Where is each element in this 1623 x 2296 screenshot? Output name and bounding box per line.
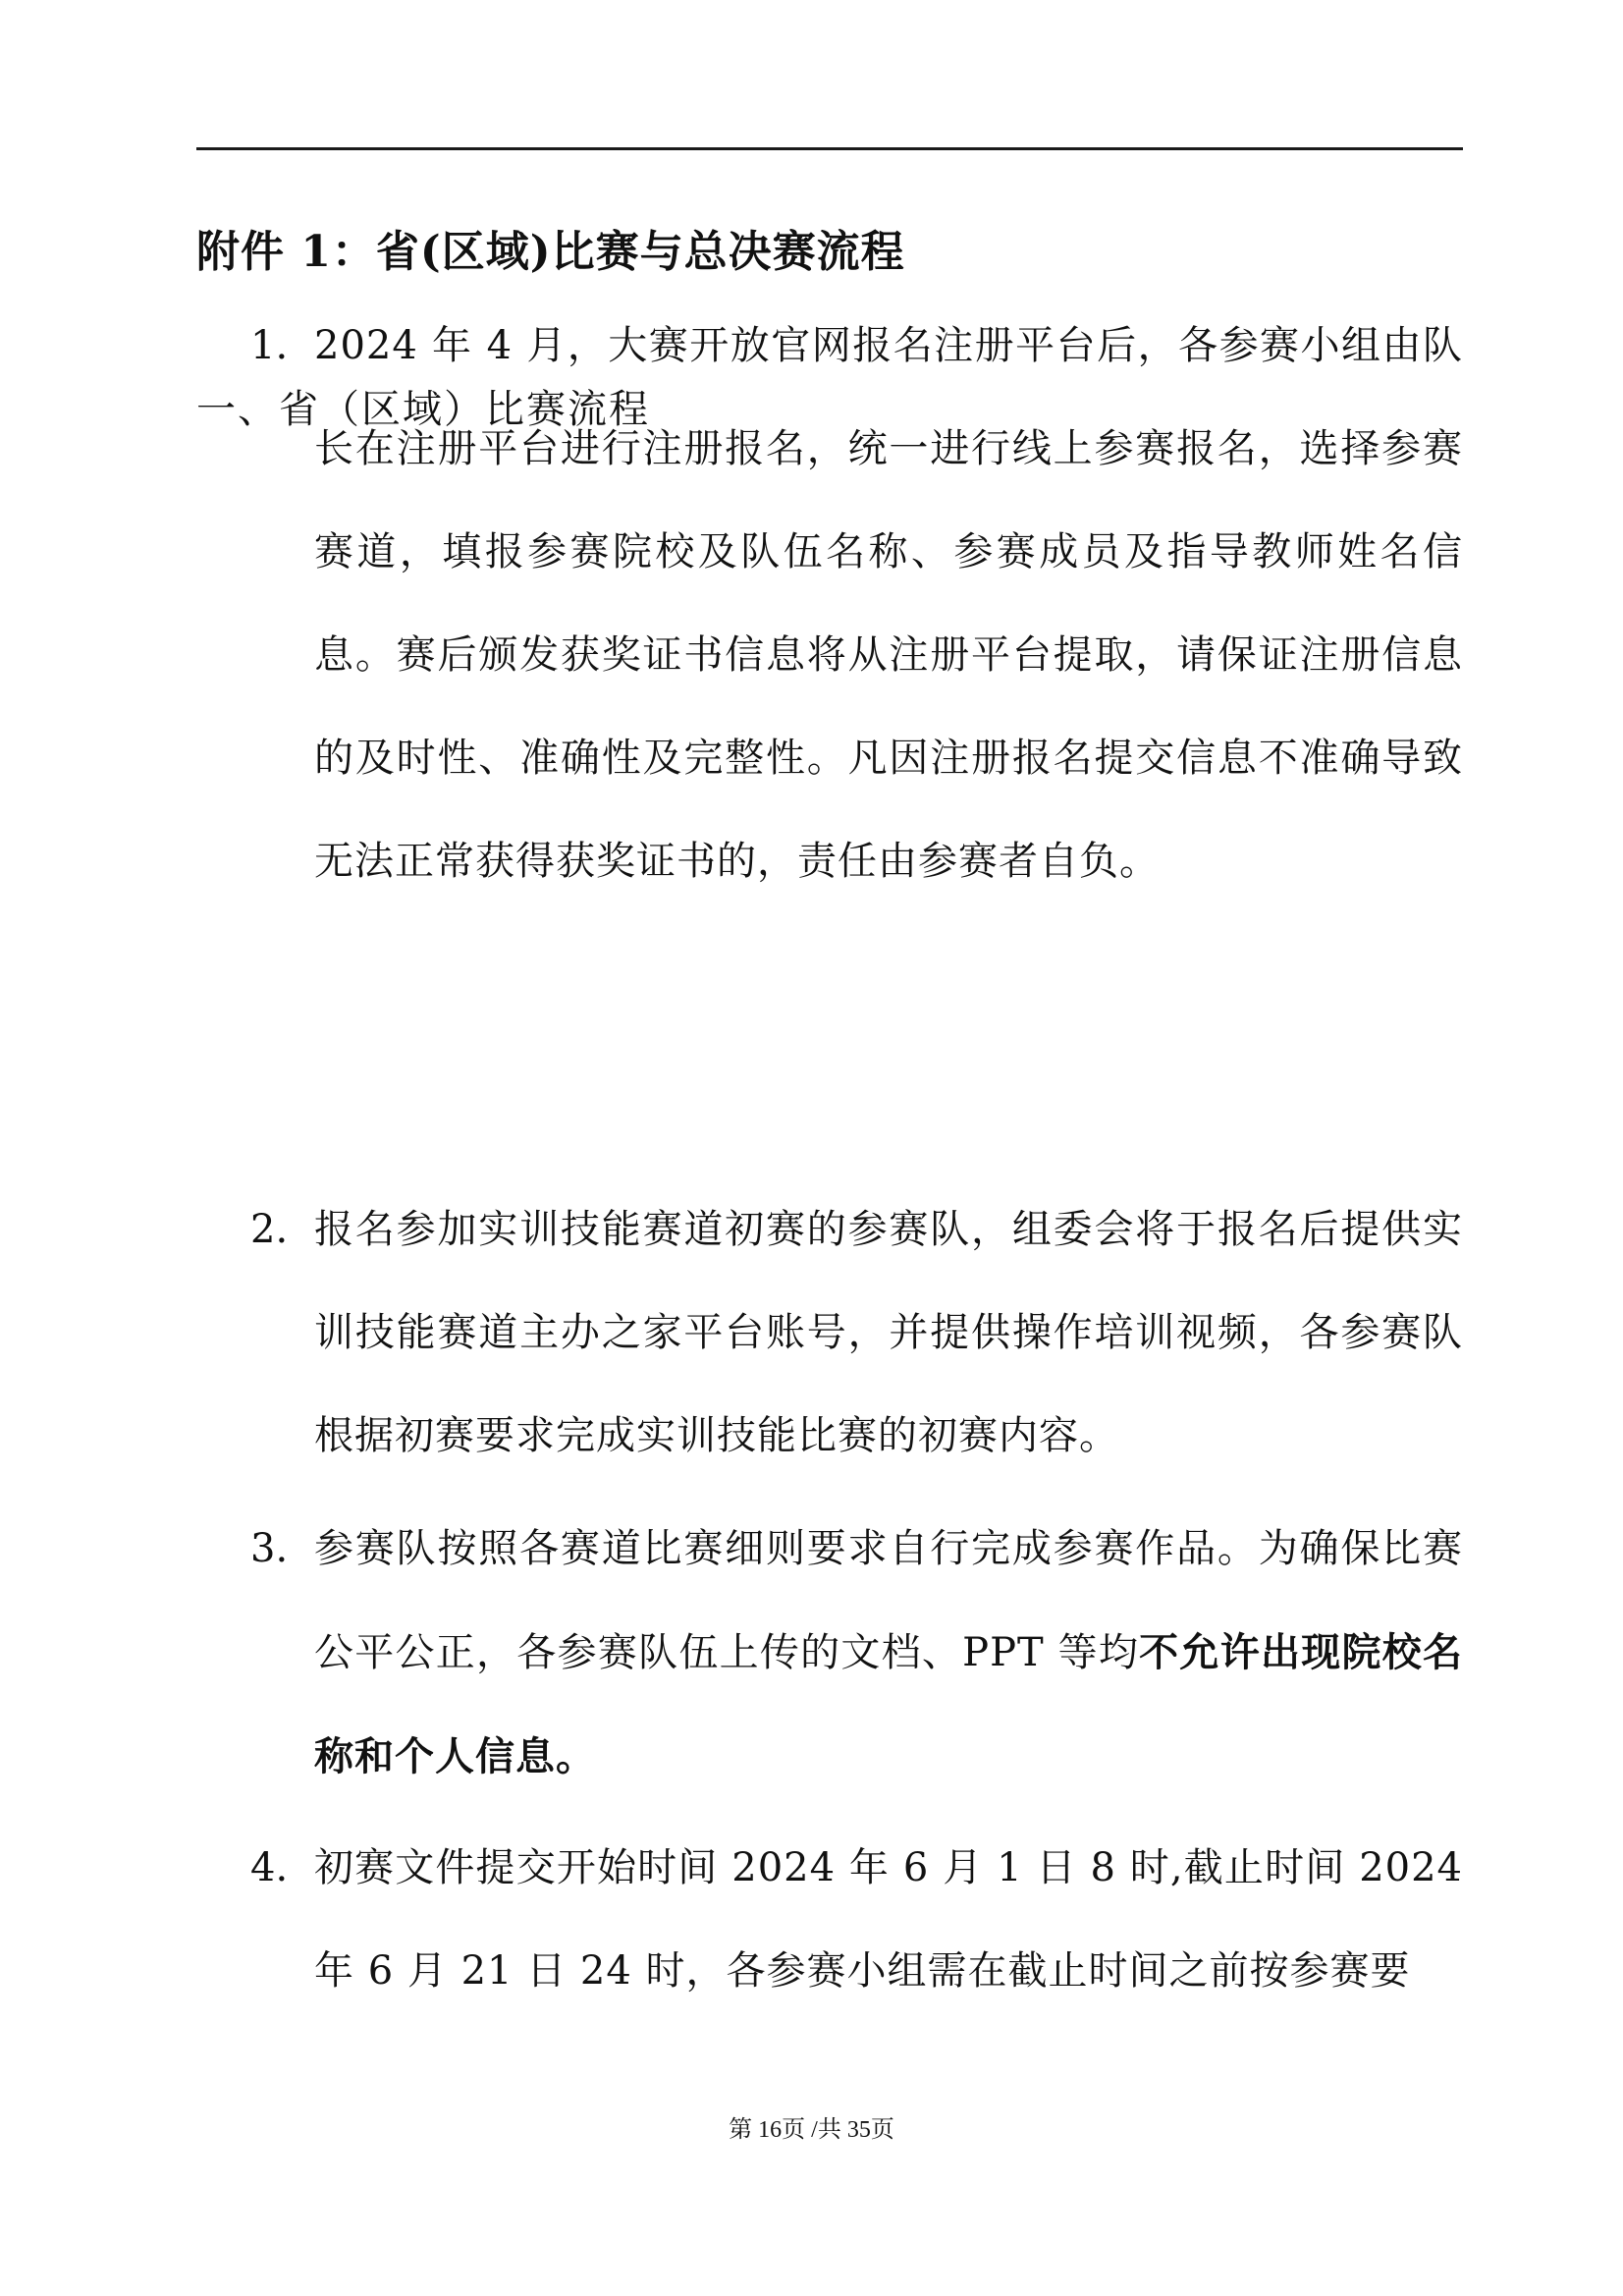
list-item-text: 2024 年 4 月，大赛开放官网报名注册平台后，各参赛小组由队长在注册平台进行注册报名，统一进行线上参赛报名，选择参赛赛道，填报参赛院校及队伍名称、参赛成员及指导教师姓名信息。赛后颁发获奖证书信息将从注册平台提取，请保证注册信息的及时性、准确性及完整性。凡因注册报名提交信息不准确导致无法正常获得获奖证书的，责任由参赛者自负。 (314, 323, 1463, 884)
list-item-number: 1. (250, 323, 289, 368)
list-item-2 (196, 1178, 1463, 1488)
emphasized-text: 不允许出现院校名称和个人信息。 (314, 1629, 1463, 1779)
page-title: 附件 1：省(区域)比赛与总决赛流程 (196, 227, 905, 277)
list-item-number: 4. (250, 1845, 289, 1890)
list-item-text: 初赛文件提交开始时间 2024 年 6 月 1 日 8 时,截止时间 2024 年 6 月 21 日 24 时，各参赛小组需在截止时间之前按参赛要 (314, 1845, 1463, 1994)
list-item-text: 报名参加实训技能赛道初赛的参赛队，组委会将于报名后提供实训技能赛道主办之家平台账号，并提供操作培训视频，各参赛队根据初赛要求完成实训技能比赛的初赛内容。 (314, 1207, 1463, 1458)
header-rule (196, 147, 1463, 150)
list-item-4 (196, 1817, 1463, 2023)
list-item-text-plain: 参赛队按照各赛道比赛细则要求自行完成参赛作品。为确保比赛公平公正，各参赛队伍上传的文档、PPT 等均 (314, 1526, 1463, 1675)
page-footer: 第 16页 /共 35页 (729, 2117, 894, 2143)
list-item-text (314, 1498, 1463, 1809)
list-item-number: 2. (250, 1207, 289, 1252)
list-item-number: 3. (250, 1526, 289, 1571)
list-item-1 (196, 295, 1463, 913)
section-heading: 一、省（区域）比赛流程 (196, 387, 650, 432)
list-item-3 (196, 1498, 1463, 1809)
